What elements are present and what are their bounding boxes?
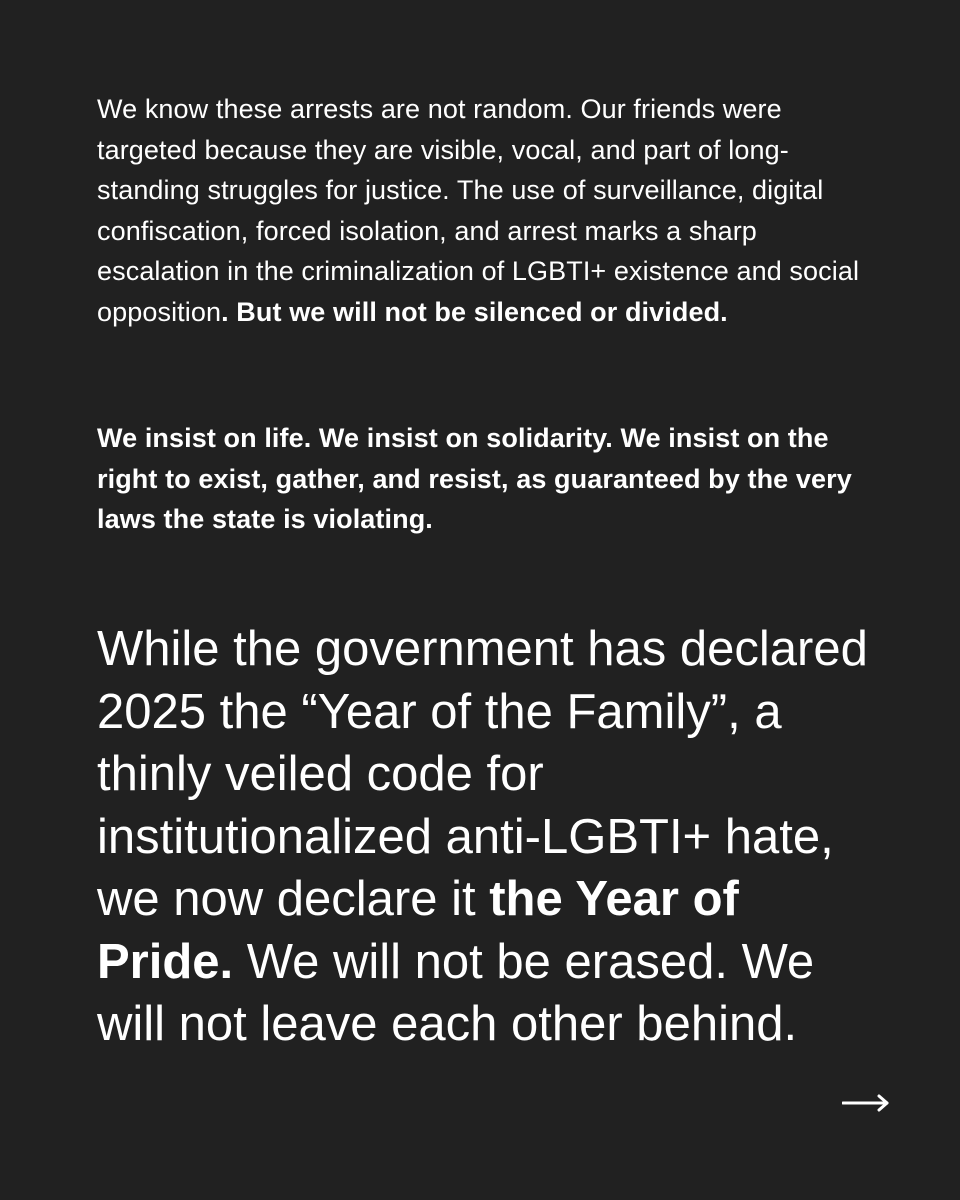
right-arrow-icon[interactable]	[842, 1092, 890, 1114]
paragraph-1-bold-text: . But we will not be silenced or divided.	[221, 296, 728, 327]
body-paragraph-1	[97, 89, 887, 332]
paragraph-1-regular-text: We know these arrests are not random. Our friends were targeted because they are visible, vocal, and part of long-standing struggles for justice. The use of surveillance, digital confiscation, forced isolation, and arrest marks a sharp escalation in the criminalization of LGBTI+ existence and social opposition	[97, 94, 860, 327]
declaration-bold-text: the Year of Pride.	[97, 872, 739, 989]
body-paragraph-2	[97, 418, 887, 540]
declaration-text-start: While the government has declared 2025 the “Year of the Family”, a thinly veiled code for institutionalized anti-LGBTI+ hate, we now declare it	[97, 622, 868, 926]
declaration-paragraph	[97, 618, 877, 1056]
declaration-text-end: We will not be erased. We will not leave each other behind.	[97, 934, 815, 1051]
paragraph-2-bold-text: We insist on life. We insist on solidarity. We insist on the right to exist, gather, and resist, as guaranteed by the very laws the state is violating.	[97, 423, 852, 534]
